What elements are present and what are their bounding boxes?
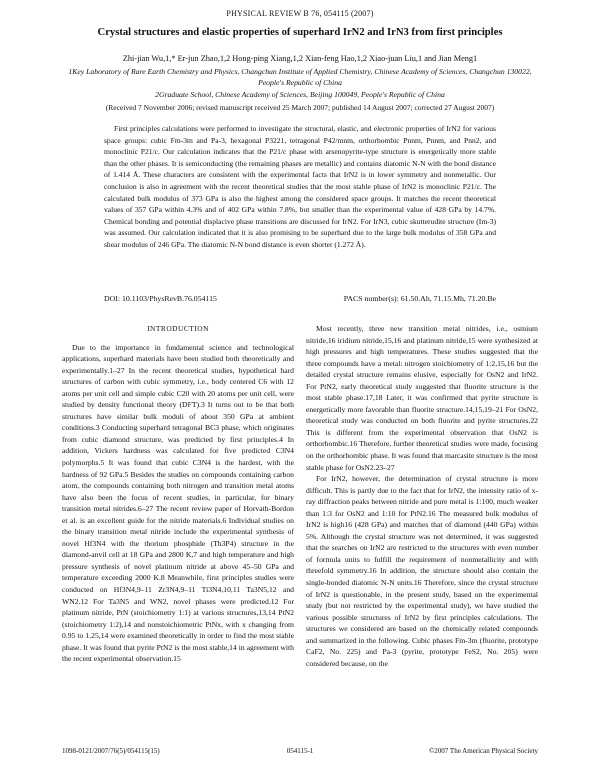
abstract: First principles calculations were performed to investigate the structural, elastic, and electronic properties of IrN2 for various space groups: cubic Fm-3m and Pa-3, hexagonal P3221, tetragonal P42/mnm, orthorhombic Pnnm, Pnnm, and Pnn2, and monoclinic P21/c. Our calculation indicates that the P21/c phase with arsenopyrite-type structure is energetically more stable than the other phases. It is semiconducting (the remaining phases are metallic) and contains diatomic N-N with the bond distance of 1.414 Å. These characters are consistent with the experimental facts that IrN2 is in lower symmetry and nonmetallic. Our conclusion is also in agreement with the recent theoretical studies that the most stable phase of IrN2 is monoclinic P21/c. The calculated bulk modulus of 373 GPa is also the highest among the considered space groups. It matches the recent theoretical values of 357 GPa within 4.3% and of 402 GPa within 7.8%, but smaller than the experimental value of 428 GPa by 14.7%. Chemical bonding and potential displacive phase transitions are discussed for IrN2. For IrN3, cubic skutterudite structure (Im-3) was assumed. Our calculation indicated that it is also promising to be superhard due to the large bulk modulus of 358 GPa and shear modulus of 246 GPa. The diatomic N-N bond distance is even shorter (1.272 Å). [104, 124, 496, 249]
footer-copyright: ©2007 The American Physical Society [428, 747, 538, 755]
footer-issn: 1098-0121/2007/76(5)/054115(15) [62, 747, 160, 755]
doi-pacs-line [104, 294, 496, 303]
page-footer [62, 747, 538, 755]
left-column [62, 323, 294, 665]
body-paragraph: Due to the importance in fundamental science and technological applications, superhard materials have been studied both theoretically and experimentally.1–27 In the recent theoretical studies, hypothetical hard structures of carbon with cubic symmetry, i.e., body centered C6 with 12 atoms per unit cell and simple cubic C20 with 20 atoms per unit cell, were studied by density functional theory (DFT).3 It turns out to be that both structures have similar bulk moduli of about 350 GPa at ambient conditions.3 Conducting superhard tetragonal BC3 phase, which originates from cubic diamond structure, was predicted by first principles.4 In addition, Vickers hardness was calculated for five predicted C3N4 polymorphs.5 It was found that cubic C3N4 is the hardest, with the hardness of 92 GPa.5 Besides the studies on compounds containing carbon atom, the compounds containing both nitrogen and transition metal atoms have also been the focus of recent studies, in particular, for binary transition metal nitrides.6–27 The recent review paper of Horvath-Bordon et al. is an excellent guide for the nitride materials.6 Individual studies on the binary transition metal nitride include the experimental synthesis of novel Hf3N4 with the thorium phosphide (Th3P4) structure in the diamond-anvil cell at 18 GPa and 2800 K,7 and high temperature and high pressure synthesis of novel platinum nitride at above 45–50 GPa and temperature exceeding 2000 K.8 Meanwhile, first principles studies were conducted on Hf3N4,9–11 Zr3N4,9–11 Ti3N4,10,11 Ta3N5,12 and WN2.12 For Ta3N5 and WN2, novel phases were predicted.12 For platinum nitride, PtN (stoichiometry 1:1) at various structures,13,14 PtN2 (stoichiometry 1:2),14 and nonstoichiometric PtNx, with x changing from 0.95 to 1.25,14 were examined theoretically in order to find the most stable phase. It was found that pyrite PtN2 is the most stable,14 in agreement with the recent experimental observation.15 [62, 342, 294, 664]
doi-link[interactable]: DOI: 10.1103/PhysRevB.76.054115 [104, 294, 217, 303]
pacs-numbers: PACS number(s): 61.50.Ah, 71.15.Mh, 71.20.Be [343, 294, 496, 303]
publication-dates: (Received 7 November 2006; revised manuscript received 25 March 2007; published 14 August 2007; corrected 27 August 2007) [105, 103, 495, 112]
body-paragraph: For IrN2, however, the determination of crystal structure is more difficult. This is partly due to the fact that for IrN2, the intensity ratio of x-ray diffraction peaks between nitride and pure metal is 1:100, much weaker than 1:3 for OsN2 and 1:10 for PtN2.16 The measured bulk modulus of IrN2 is high16 (428 GPa) and matches that of diamond (440 GPa) within 5%. Although the crystal structure was not determined, it was suggested that the searches on IrN2 are restricted to the structures with even number of formula units to fulfill the requirement of nonmetallicity and with threefold symmetry.16 In addition, the structure should also contain the single-bonded diatomic N-N units.16 Therefore, since the crystal structure of IrN2 is questionable, in the present study, based on the experimental study (but not restricted by the experimental study), we have studied the various possible structures of IrN2 by first principles calculations. The structures we considered are based on the chemically related compounds and summarized in the following. Cubic phases Fm-3m (fluorite, prototype CaF2, No. 225) and Pa-3 (pyrite, prototype FeS2, No. 205) were considered because, on the [306, 474, 538, 668]
journal-header: PHYSICAL REVIEW B 76, 054115 (2007) [226, 9, 374, 18]
paper-title: Crystal structures and elastic properties of superhard IrN2 and IrN3 from first principles [97, 27, 503, 38]
right-column [306, 323, 538, 669]
section-heading-introduction: INTRODUCTION [147, 324, 209, 333]
affiliation-2: 2Graduate School, Chinese Academy of Sciences, Beijing 100049, People's Republic of China [155, 90, 445, 99]
author-list: Zhi-jian Wu,1,* Er-jun Zhao,1,2 Hong-ping Xiang,1,2 Xian-feng Hao,1,2 Xiao-juan Liu,1 and Jian Meng1 [122, 54, 478, 63]
footer-page-number: 054115-1 [286, 747, 314, 755]
body-paragraph: Most recently, three new transition metal nitrides, i.e., osmium nitride,16 iridium nitride,15,16 and platinum nitride,15 were synthesized at high pressures and high temperatures. These studies suggested that the three compounds have a metal: nitrogen stoichiometry of 1:2,15,16 but the detailed crystal structure remains elusive, especially for OsN2 and IrN2. For PtN2, early theoretical study suggested that fluorite structure is the most stable phase.17,18 Later, it was confirmed that pyrite structure is energetically more favorable than fluorite structure.14,15,19–21 For OsN2, theoretical study was conducted on both fluorite and pyrite structures.22 This is different from the experimental observation that OsN2 is orthorhombic.16 Therefore, further theoretical studies were made, focusing on the orthorhombic phase. It was found that marcasite structure is the most stable phase for OsN2.23–27 [306, 324, 538, 472]
affiliation-1: 1Key Laboratory of Rare Earth Chemistry and Physics, Changchun Institute of Applied Chemistry, Chinese Academy of Sciences, Changchun 130022, People's Republic of China [68, 67, 532, 87]
